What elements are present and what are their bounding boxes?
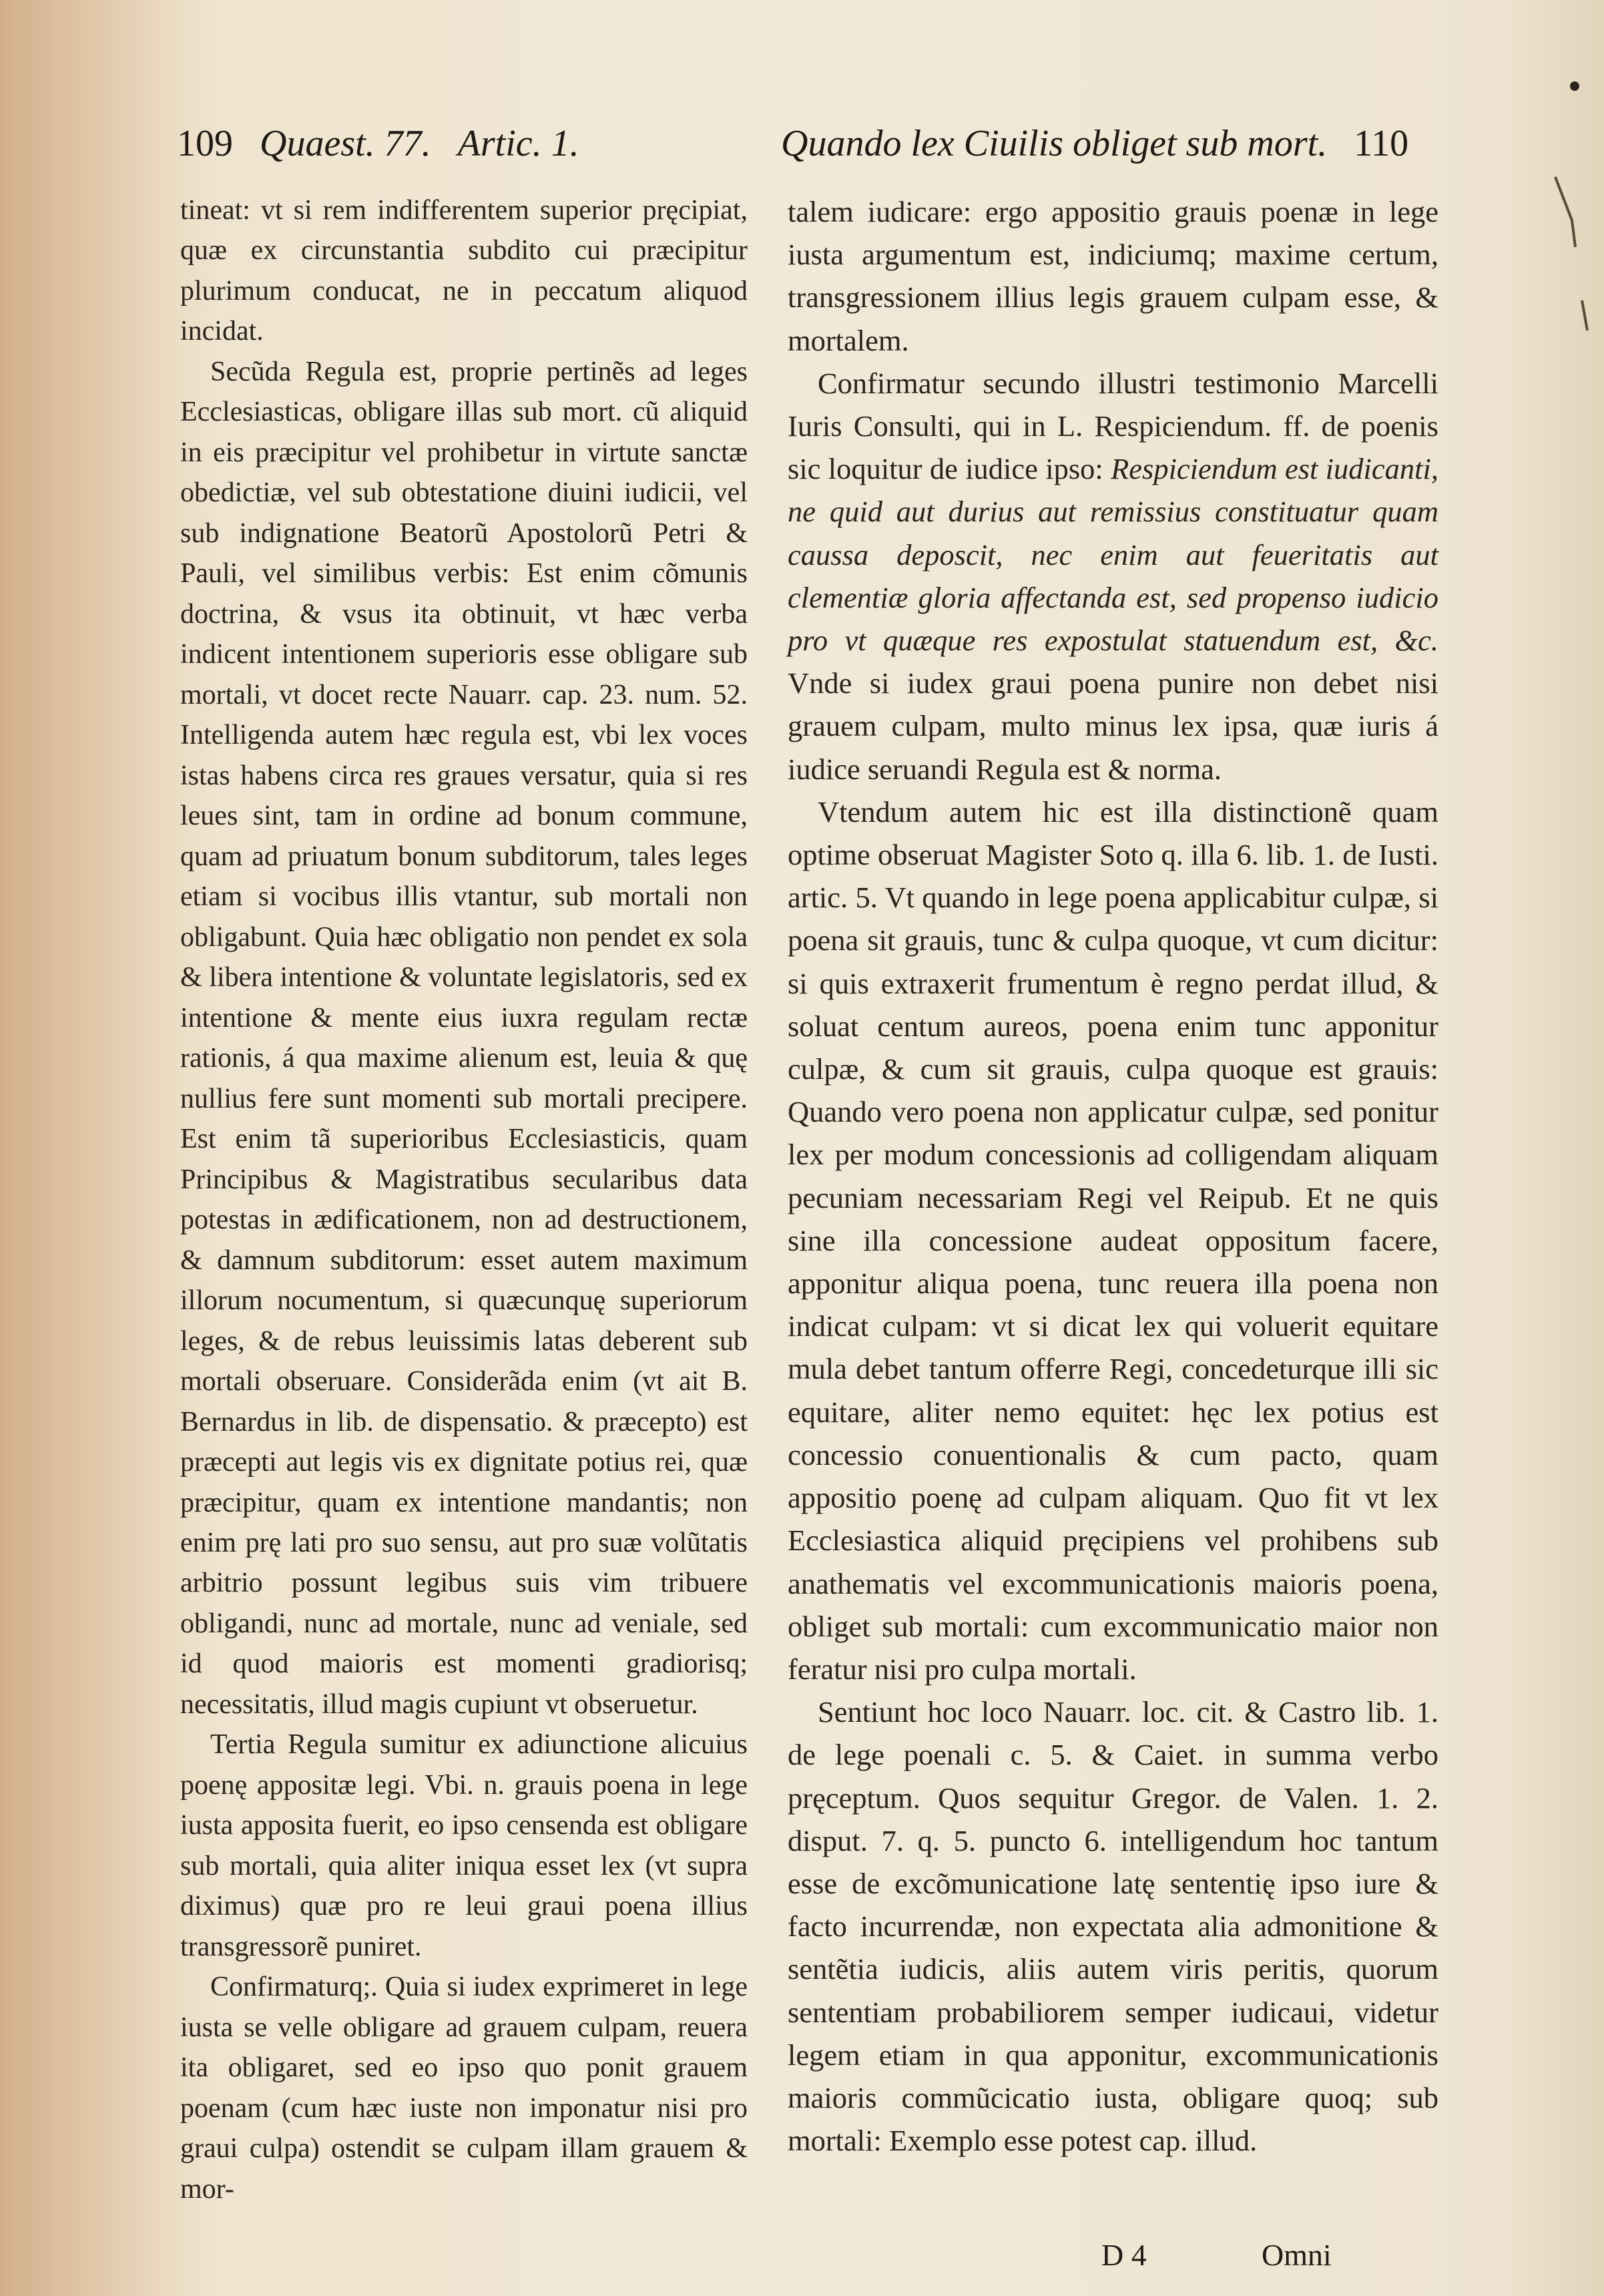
paragraph: tineat: vt si rem indifferentem superior pręcipiat, quæ ex circunstantia subdito cui præcipitur plurimum conducat, ne in peccatum aliquod incidat. (180, 195, 748, 347)
paragraph: Confirmaturq;. Quia si iudex exprimeret in lege iusta se velle obligare ad grauem culpam, reuera ita obligaret, sed eo ipso quo ponit grauem poenam (cum hæc iuste non imponatur nisi pro graui culpa) ostendit se culpam illam grauem & mor- (180, 1972, 748, 2205)
running-head-left (177, 113, 764, 174)
page-number-left: 109 (177, 123, 233, 164)
quotation: Respiciendum est iudicanti, ne quid aut durius aut remissius constituatur quam caussa deposcit, nec enim aut feueritatis aut clementiæ gloria affectanda est, sed propenso iudicio pro vt quæque res expostulat statuendum est, &c. (788, 452, 1439, 658)
article-label: Artic. 1. (457, 123, 579, 164)
running-head-right (781, 113, 1438, 174)
right-column (788, 190, 1438, 2162)
paragraph: Secũda Regula est, proprie pertinẽs ad leges Ecclesiasticas, obligare illas sub mort. cũ aliquid in eis præcipitur vel prohibetur in virtute sanctæ obedictiæ, vel sub obtestatione diuini iudicii, vel sub indignatione Beatorũ Apostolorũ Petri & Pauli, vel similibus verbis: Est enim cõmunis doctrina, & vsus ita obtinuit, vt hæc verba indicent intentionem superioris esse obligare sub mortali, vt docet recte Nauarr. cap. 23. num. 52. Intelligenda autem hæc regula est, vbi lex voces istas habens circa res graues versatur, quia si res leues sint, tam in ordine ad bonum commune, quam ad priuatum bonum subditorum, tales leges etiam si vocibus illis vtantur, sub mortali non obligabunt. Quia hæc obligatio non pendet ex sola & libera intentione & voluntate legislatoris, sed ex intentione & mente eius iuxra regulam rectæ rationis, á qua maxime alienum est, leuia & quę nullius fere sunt momenti sub mortali precipere. Est enim tã superioribus Ecclesiasticis, quam Principibus & Magistratibus secularibus data potestas in ædificationem, non ad destructionem, & damnum subditorum: esset autem maximum illorum nocumentum, si quæcunquę superiorum leges, & de rebus leuissimis latas deberent sub mortali obseruare. Considerãda enim (vt ait B. Bernardus in lib. de dispensatio. & præcepto) est præcepti aut legis vis ex dignitate potius rei, quæ præcipitur, quam ex intentione mandantis; non enim prę lati pro suo sensu, aut pro suæ volũtatis arbitrio possunt legibus suis vim tribuere obligandi, nunc ad mortale, nunc ad veniale, sed id quod maioris est momenti gradiorisq; necessitatis, illud magis cupiunt vt obseruetur. (180, 356, 748, 1720)
paragraph-text: Confirmatur secundo illustri testimonio Marcelli Iuris Consulti, qui in L. Respiciendum. ff. de poenis sic loquitur de iudice ipso: (788, 366, 1438, 486)
chapter-title: Quando lex Ciuilis obliget sub mort. (781, 123, 1328, 164)
paragraph: Sentiunt hoc loco Nauarr. loc. cit. & Castro lib. 1. de lege poenali c. 5. & Caiet. in summa verbo pręceptum. Quos sequitur Gregor. de Valen. 1. 2. disput. 7. q. 5. puncto 6. intelligendum hoc tantum esse de excõmunicatione latę sententię ipso iure & facto incurrendæ, non expectata alia admonitione & sentẽtia iudicis, aliis autem viris peritis, quorum sententiam probabiliorem semper iudicaui, videtur legem etiam in qua apponitur, excommunicationis maioris commũcicatio iusta, obligare quoq; sub mortali: Exemplo esse potest cap. illud. (788, 1695, 1438, 2158)
paragraph: Vtendum autem hic est illa distinctionẽ quam optime obseruat Magister Soto q. illa 6. lib. 1. de Iusti. artic. 5. Vt quando in lege poena applicabitur culpæ, si poena sit grauis, tunc & culpa quoque, vt cum dicitur: si quis extraxerit frumentum è regno perdat illud, & soluat centum aureos, poena enim tunc apponitur culpæ, & cum sit grauis, culpa quoque est grauis: Quando vero poena non applicatur culpæ, sed ponitur lex per modum concessionis ad colligendam aliquam pecuniam necessariam Regi vel Reipub. Et ne quis sine illa concessione audeat oppositum facere, apponitur aliqua poena, tunc reuera illa poena non indicat culpam: vt si dicat lex qui voluerit equitare mula debet tantum offerre Regi, concedeturque illi sic equitare, aliter nemo equitet: hęc lex potius est concessio conuentionalis & cum pacto, quam appositio poenę ad culpam aliquam. Quo fit vt lex Ecclesiastica aliquid pręcipiens vel prohibens sub anathematis vel excommunicationis maioris poena, obliget sub mortali: cum excommunicatio maior non feratur nisi pro culpa mortali. (788, 794, 1438, 1686)
ink-spot (1570, 81, 1579, 91)
paragraph: talem iudicare: ergo appositio grauis poenæ in lege iusta argumentum est, indiciumq; maxime certum, transgressionem illius legis grauem culpam esse, & mortalem. (788, 195, 1438, 357)
question-label: Quaest. 77. (260, 123, 431, 164)
page-number-right: 110 (1354, 123, 1409, 164)
catchword: Omni (1262, 2238, 1332, 2272)
paragraph: Tertia Regula sumitur ex adiunctione alicuius poenę appositæ legi. Vbi. n. grauis poena in lege iusta apposita fuerit, eo ipso censenda est obligare sub mortali, quia aliter iniqua esset lex (vt supra diximus) quæ pro re leui graui poena illius transgressorẽ puniret. (180, 1729, 748, 1962)
paper-crease (1549, 174, 1595, 334)
left-column (180, 190, 748, 2209)
signature-mark: D 4 (1101, 2238, 1147, 2272)
paragraph (788, 362, 1438, 790)
paragraph-text: Vnde si iudex graui poena punire non debet nisi grauem culpam, multo minus lex ipsa, quæ iuris á iudice seruandi Regula est & norma. (788, 666, 1438, 786)
